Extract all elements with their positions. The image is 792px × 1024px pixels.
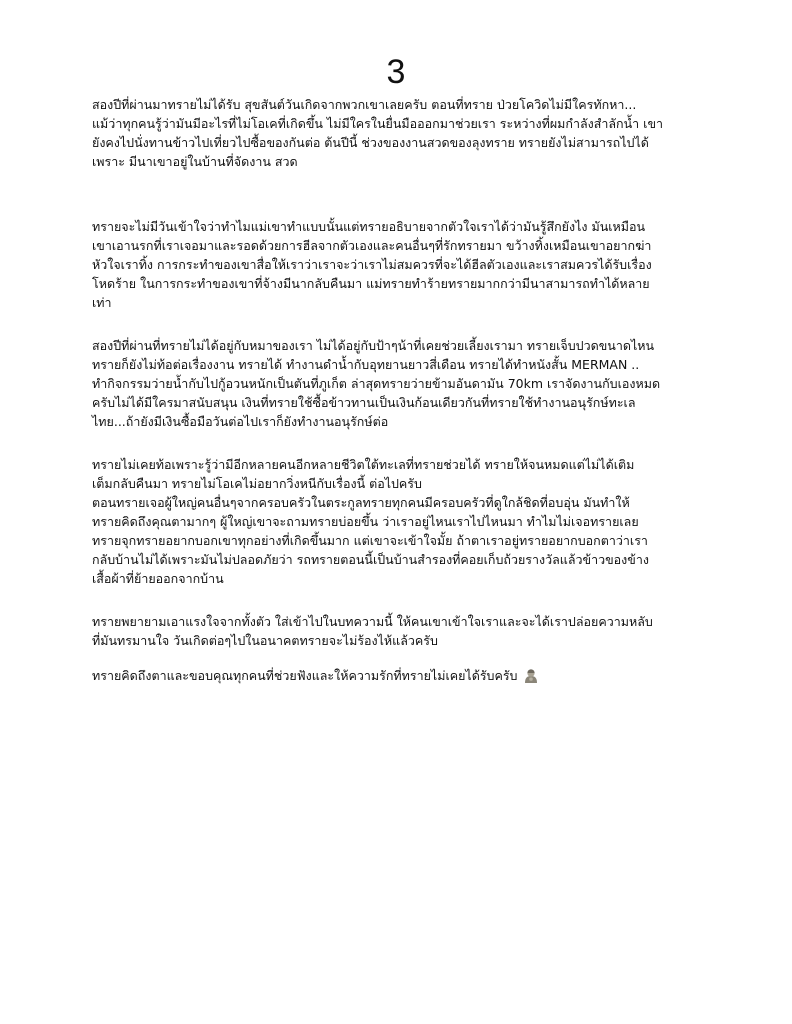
paragraph-line: ยังคงไปนั่งทานข้าวไปเที่ยวไปซื้อของกันต่อ ต้นปีนี้ ช่วงของงานสวดของลุงทราย ทรายยังไม่สามารถไปได้ <box>92 135 649 150</box>
paragraph-line: ทรายคิดถึงตาและขอบคุณทุกคนที่ช่วยฟังและให้ความรักที่ทรายไม่เคยได้รับครับ <box>92 668 518 683</box>
paragraph-line: เท่า <box>92 295 112 310</box>
paragraph-line: โหดร้าย ในการกระทำของเขาที่จ้างมีนากลับคืนมา แม่ทรายทำร้ายทรายมากกว่ามีนาสามารถทำได้หลาย <box>92 276 650 291</box>
paragraph-2 <box>92 217 702 312</box>
paragraph-line: กลับบ้านไม่ได้เพราะมันไม่ปลอดภัยว่า รถทรายตอนนี้เป็นบ้านสำรองที่คอยเก็บถ้วยรางวัลแล้วข้าวของข้าง <box>92 552 649 567</box>
paragraph-line: เสื้อผ้าที่ย้ายออกจากบ้าน <box>92 571 224 586</box>
paragraph-line: สองปีที่ผ่านมาทรายไม่ได้รับ สุขสันต์วันเกิดจากพวกเขาเลยครับ ตอนที่ทราย ป่วยโควิดไม่มีใครทักหา... <box>92 97 637 112</box>
paragraph-6 <box>92 666 702 685</box>
paragraph-line: ที่มันทรมานใจ วันเกิดต่อๆไปในอนาคตทรายจะไม่ร้องไห้แล้วครับ <box>92 633 438 648</box>
paragraph-line: ครับไม่ได้มีใครมาสนับสนุน เงินที่ทรายใช้ซื้อข้าวทานเป็นเงินก้อนเดียวกันที่ทรายใช้ทำงานอนุรักษ์ทะเล <box>92 395 636 410</box>
paragraph-line: ไทย...ถ้ายังมีเงินซื้อมือวันต่อไปเราก็ยังทำงานอนุรักษ์ต่อ <box>92 414 389 429</box>
paragraph-line: เขาเอานรกที่เราเจอมาและรอดด้วยการฮีลจากตัวเองและคนอื่นๆที่รักทรายมา ขว้างทิ้งเหมือนเขาอยากฆ่า <box>92 238 652 253</box>
paragraph-line: ทรายจุกทรายอยากบอกเขาทุกอย่างที่เกิดขึ้นมาก แต่เขาจะเข้าใจมั้ย ถ้าตาเราอยู่ทรายอยากบอกตาว่าเรา <box>92 533 648 548</box>
paragraph-line: เต็มกลับคืนมา ทรายไม่โอเคไม่อยากวิ่งหนีกับเรื่องนี้ ต่อไปครับ <box>92 476 422 491</box>
paragraph-3 <box>92 336 702 431</box>
paragraph-line: ทรายก็ยังไม่ท้อต่อเรื่องงาน ทรายได้ ทำงานดำน้ำกับอุทยานยาวสี่เดือน ทรายได้ทำหนังสั้น MERMAN .. <box>92 357 640 372</box>
paragraph-line: ทรายพยายามเอาแรงใจจากทั้งตัว ใส่เข้าไปในบทความนี้ ให้คนเขาเข้าใจเราและจะได้เราปล่อยความหลับ <box>92 614 653 629</box>
paragraph-line: ทรายไม่เคยท้อเพราะรู้ว่ามีอีกหลายคนอีกหลายชีวิตใต้ทะเลที่ทรายช่วยได้ ทรายให้จนหมดแต่ไม่ได้เติม <box>92 457 635 472</box>
person-bowing-emoji-icon <box>523 668 539 683</box>
paragraph-1 <box>92 95 702 171</box>
paragraph-line: เพราะ มีนาเขาอยู่ในบ้านที่จัดงาน สวด <box>92 154 298 169</box>
page-number: 3 <box>386 53 406 91</box>
paragraph-line: ตอนทรายเจอผู้ใหญ่คนอื่นๆจากครอบครัวในตระกูลทรายทุกคนมีครอบครัวที่ดูใกล้ชิดที่อบอุ่น มันทำให้ <box>92 495 630 510</box>
paragraph-line: ทรายคิดถึงคุณตามากๆ ผู้ใหญ่เขาจะถามทรายบ่อยขึ้น ว่าเราอยู่ไหนเราไปไหนมา ทำไมไม่เจอทรายเลย <box>92 514 639 529</box>
document-body <box>92 95 702 685</box>
paragraph-line: สองปีที่ผ่านที่ทรายไม่ได้อยู่กับหมาของเรา ไม่ได้อยู่กับป้าๆน้าที่เคยช่วยเลี้ยงเรามา ทรายเจ็บปวดขนาดไหน <box>92 338 655 353</box>
paragraph-line: แม้ว่าทุกคนรู้ว่ามันมีอะไรที่ไม่โอเคที่เกิดขึ้น ไม่มีใครในยื่นมือออกมาช่วยเรา ระหว่างที่ผมกำลังสำลักน้ำ เขา <box>92 116 664 131</box>
paragraph-4 <box>92 455 702 588</box>
paragraph-line: หัวใจเราทิ้ง การกระทำของเขาสื่อให้เราว่าเราจะว่าเราไม่สมควรที่จะได้ฮีลตัวเองและเราสมควรได้รับเรื่อง <box>92 257 652 272</box>
paragraph-line: ทำกิจกรรมว่ายน้ำกับไปกู้อวนหนักเป็นตันที่ภูเก็ต ล่าสุดทรายว่ายข้ามอันดามัน 70km เราจัดงานกับเองหมด <box>92 376 661 391</box>
paragraph-line: ทรายจะไม่มีวันเข้าใจว่าทำไมแม่เขาทำแบบนั้นแต่ทรายอธิบายจากตัวใจเราได้ว่ามันรู้สึกยังไง มันเหมือน <box>92 219 646 234</box>
paragraph-5 <box>92 612 702 650</box>
paragraph-line-with-icon <box>92 666 702 685</box>
